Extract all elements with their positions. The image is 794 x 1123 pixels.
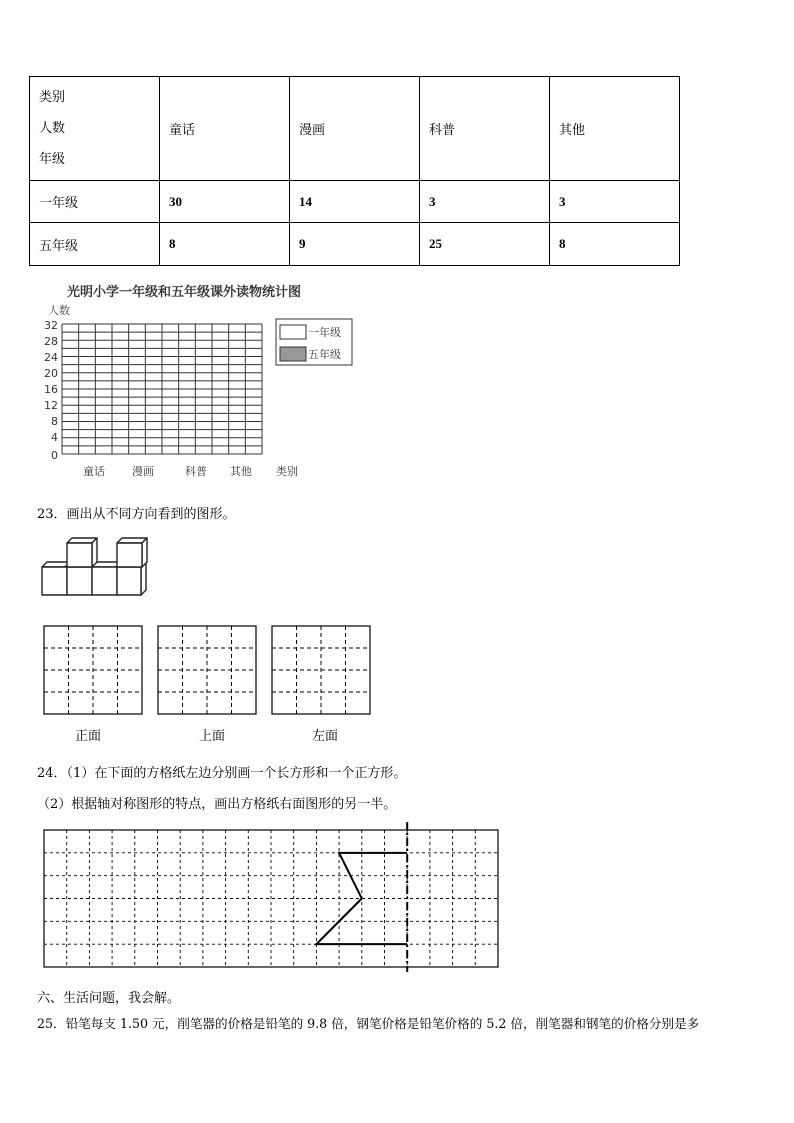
section-6-title: 六、生活问题，我会解。 xyxy=(37,991,181,1006)
question-23: 23．画出从不同方向看到的图形。 xyxy=(37,507,236,522)
y-tick-labels xyxy=(44,319,58,462)
y-tick-label: 12 xyxy=(44,399,58,412)
y-tick-label: 0 xyxy=(51,449,58,462)
y-tick-label: 32 xyxy=(44,319,58,332)
header-corner-cell xyxy=(30,77,160,181)
table-cell: 3 xyxy=(550,181,680,223)
table-cell: 25 xyxy=(420,223,550,266)
y-tick-label: 16 xyxy=(44,383,58,396)
table-cell: 3 xyxy=(420,181,550,223)
view-label-left: 左面 xyxy=(312,729,339,744)
y-axis-label: 人数 xyxy=(48,304,70,317)
y-tick-label: 24 xyxy=(44,351,58,364)
x-category-label: 其他 xyxy=(230,465,252,478)
legend-label: 五年级 xyxy=(308,348,341,361)
question-24-part2: （2）根据轴对称图形的特点，画出方格纸右面图形的另一半。 xyxy=(37,797,397,812)
view-grids xyxy=(40,622,380,718)
legend-swatch-grade5 xyxy=(280,347,306,361)
table-cell: 8 xyxy=(160,223,290,266)
header-label-category: 类别 xyxy=(39,90,66,105)
cube-stack-figure xyxy=(38,536,153,600)
x-category-label: 童话 xyxy=(83,465,105,478)
column-header: 其他 xyxy=(550,77,680,181)
y-tick-label: 4 xyxy=(51,431,58,444)
symmetry-grid xyxy=(40,820,505,972)
table-row xyxy=(30,181,680,223)
row-label: 一年级 xyxy=(30,181,160,223)
column-header: 科普 xyxy=(420,77,550,181)
view-label-front: 正面 xyxy=(75,729,102,744)
table-cell: 30 xyxy=(160,181,290,223)
question-24-part1: 24．（1）在下面的方格纸左边分别画一个长方形和一个正方形。 xyxy=(37,766,407,781)
table-cell: 8 xyxy=(550,223,680,266)
legend-swatch-grade1 xyxy=(280,325,306,339)
header-label-grade: 年级 xyxy=(39,152,66,167)
chart-legend xyxy=(276,319,352,365)
chart-grid xyxy=(62,324,262,454)
x-category-label: 漫画 xyxy=(132,465,154,478)
y-tick-label: 28 xyxy=(44,335,58,348)
chart-title: 光明小学一年级和五年级课外读物统计图 xyxy=(67,285,302,300)
table-cell: 9 xyxy=(290,223,420,266)
header-label-count: 人数 xyxy=(39,121,66,136)
reading-stats-table xyxy=(29,76,680,266)
x-category-label: 科普 xyxy=(185,465,207,478)
x-axis-label: 类别 xyxy=(276,465,298,478)
table-row xyxy=(30,223,680,266)
view-label-top: 上面 xyxy=(199,729,226,744)
column-header: 童话 xyxy=(160,77,290,181)
legend-label: 一年级 xyxy=(308,326,341,339)
column-header: 漫画 xyxy=(290,77,420,181)
blank-bar-chart xyxy=(30,298,360,483)
row-label: 五年级 xyxy=(30,223,160,266)
y-tick-label: 8 xyxy=(51,415,58,428)
y-tick-label: 20 xyxy=(44,367,58,380)
table-cell: 14 xyxy=(290,181,420,223)
question-25: 25．铅笔每支 1.50 元，削笔器的价格是铅笔的 9.8 倍，钢笔价格是铅笔价格的 5.2 倍，削笔器和钢笔的价格分别是多 xyxy=(37,1016,700,1031)
